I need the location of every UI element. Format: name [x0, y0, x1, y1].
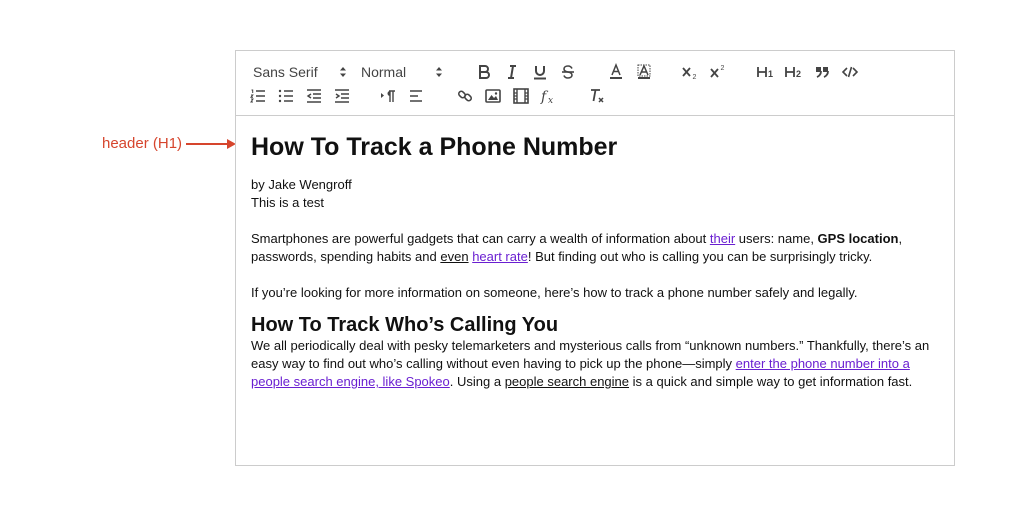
paragraph-1: [251, 230, 941, 266]
bold-button[interactable]: [473, 61, 495, 83]
strikethrough-button[interactable]: [557, 61, 579, 83]
outdent-icon: [305, 87, 323, 105]
arrow-right-icon: [186, 138, 236, 150]
video-icon: [512, 87, 530, 105]
align-button[interactable]: [405, 85, 427, 107]
header-annotation: [102, 134, 236, 154]
bullet-list-icon: [277, 87, 295, 105]
svg-text:2: 2: [720, 65, 725, 72]
text-span: Smartphones are powerful gadgets that can carry a wealth of information about: [251, 231, 710, 246]
svg-text:1: 1: [768, 69, 774, 79]
background-color-button[interactable]: [633, 61, 655, 83]
strikethrough-icon: [559, 63, 577, 81]
font-family-label: Sans Serif: [253, 64, 318, 80]
blockquote-button[interactable]: [811, 61, 833, 83]
text-color-icon: [607, 63, 625, 81]
underlined-text: even: [440, 249, 469, 264]
text-span: We all periodically deal with pesky telemarketers and mysterious calls from “unknown numbers.” Thankfully, there’s an easy way to find out who’s calling without even having to pick up the phone—simply: [251, 338, 930, 371]
link-their[interactable]: their: [709, 231, 736, 246]
blockquote-icon: [813, 63, 831, 81]
link-people-search[interactable]: enter the phone number into a people search engine, like Spokeo: [251, 356, 910, 389]
italic-icon: [503, 63, 521, 81]
header1-icon: [755, 63, 775, 81]
underline-icon: [531, 63, 549, 81]
paragraph-2: If you’re looking for more information on someone, here’s how to track a phone number safely and legally.: [251, 285, 858, 300]
clear-format-button[interactable]: [586, 85, 608, 107]
svg-text:f: f: [541, 89, 547, 105]
section-heading: How To Track Who’s Calling You: [251, 314, 559, 336]
dropdown-arrows-icon: [434, 65, 444, 79]
text-span: is a quick and simple way to get information fast.: [629, 374, 913, 389]
image-button[interactable]: [482, 85, 504, 107]
svg-text:2: 2: [796, 69, 802, 79]
italic-button[interactable]: [501, 61, 523, 83]
text-span: ! But finding out who is calling you can be surprisingly tricky.: [527, 249, 873, 264]
text-color-button[interactable]: [605, 61, 627, 83]
font-family-picker[interactable]: [253, 60, 351, 84]
font-size-label: Normal: [361, 64, 407, 80]
formula-button[interactable]: [538, 85, 560, 107]
document-title: How To Track a Phone Number: [251, 133, 618, 161]
text-span: , passwords, spending habits and: [251, 231, 903, 264]
code-block-button[interactable]: [839, 61, 861, 83]
bullet-list-button[interactable]: [275, 85, 297, 107]
code-block-icon: [841, 63, 859, 81]
underlined-text: people search engine: [504, 374, 630, 389]
link-button[interactable]: [454, 85, 476, 107]
header2-icon: [783, 63, 803, 81]
indent-button[interactable]: [331, 85, 353, 107]
header1-button[interactable]: [754, 61, 776, 83]
formula-icon: [539, 87, 559, 105]
superscript-button[interactable]: [707, 61, 729, 83]
subscript-icon: [680, 63, 700, 81]
ordered-list-icon: [249, 87, 267, 105]
text-span: . Using a: [449, 374, 505, 389]
background-color-icon: [635, 63, 653, 81]
editor-toolbar: [236, 51, 954, 116]
text-span: users: name,: [735, 231, 818, 246]
empty-line: [251, 212, 941, 230]
svg-text:x: x: [548, 96, 554, 105]
annotation-label: header (H1): [102, 135, 183, 152]
subscript-button[interactable]: [679, 61, 701, 83]
rich-text-editor: [235, 50, 955, 466]
superscript-icon: [708, 63, 728, 81]
link-heart-rate[interactable]: heart rate: [472, 249, 528, 264]
font-size-picker[interactable]: [361, 60, 447, 84]
video-button[interactable]: [510, 85, 532, 107]
author-line: by Jake Wengroff: [251, 177, 352, 192]
svg-text:2: 2: [692, 74, 697, 81]
link-icon: [456, 87, 474, 105]
empty-line: [251, 266, 941, 284]
text-direction-button[interactable]: [377, 85, 399, 107]
outdent-button[interactable]: [303, 85, 325, 107]
rtl-direction-icon: [379, 87, 397, 105]
indent-icon: [333, 87, 351, 105]
clear-format-icon: [588, 87, 606, 105]
header2-button[interactable]: [782, 61, 804, 83]
subtitle-line: This is a test: [251, 195, 324, 210]
paragraph-3: [251, 337, 941, 391]
ordered-list-button[interactable]: [247, 85, 269, 107]
bold-icon: [475, 63, 493, 81]
bold-text: GPS location: [817, 231, 899, 246]
image-icon: [484, 87, 502, 105]
editor-content[interactable]: [251, 117, 941, 391]
underline-button[interactable]: [529, 61, 551, 83]
align-icon: [407, 87, 425, 105]
dropdown-arrows-icon: [338, 65, 348, 79]
